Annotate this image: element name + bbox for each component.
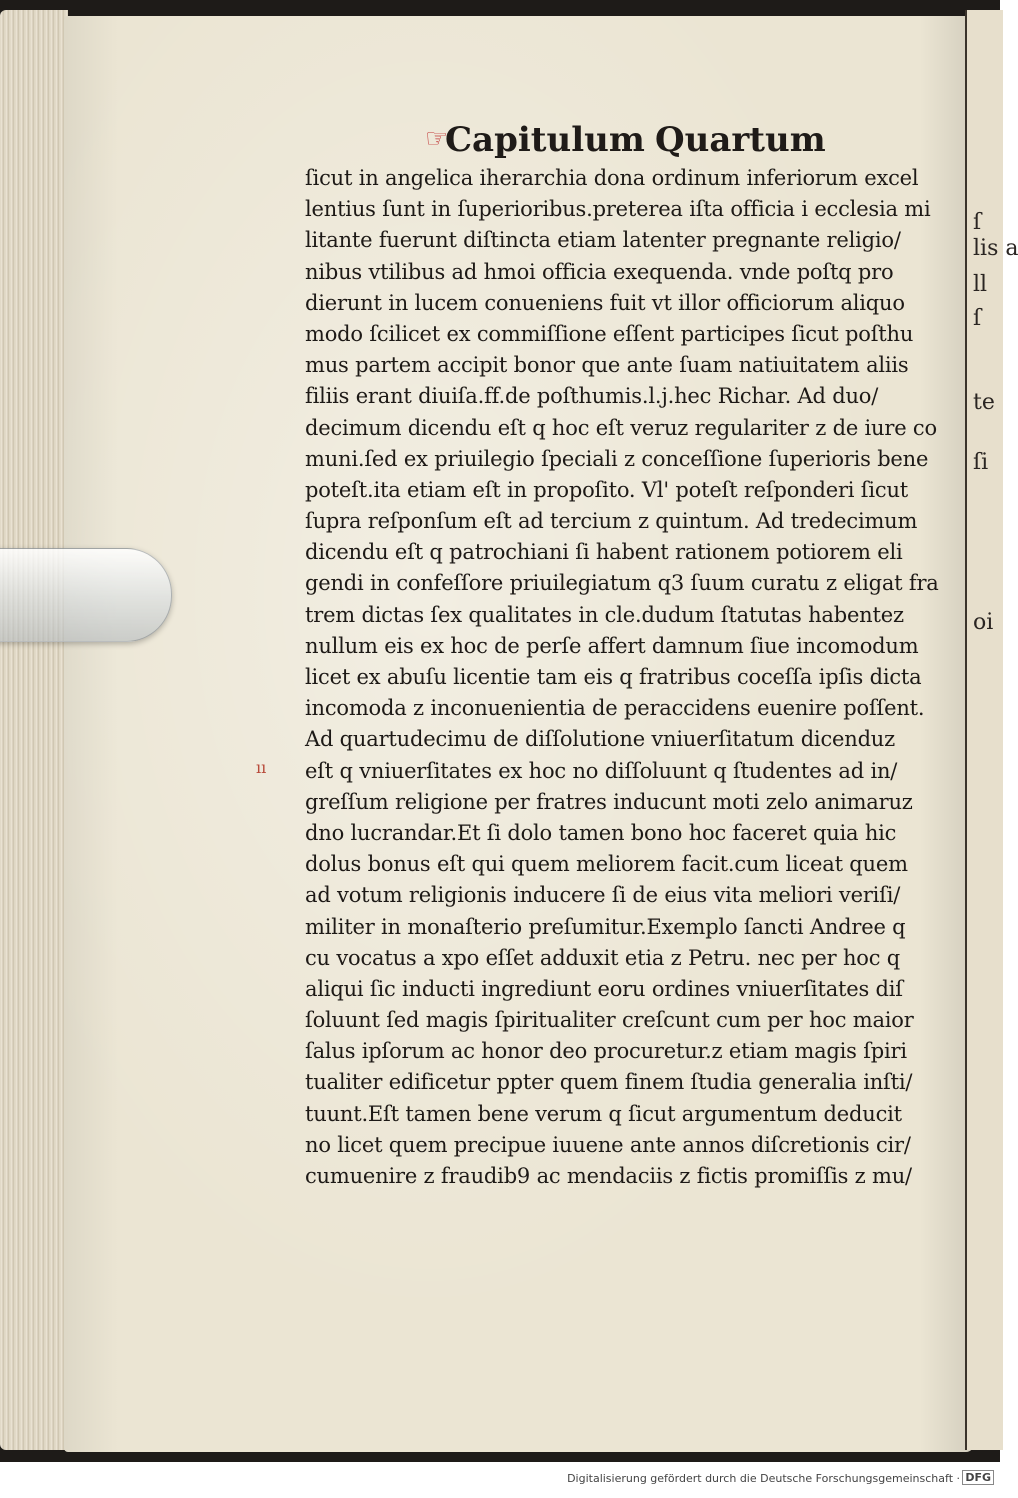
text-line: lentius ſunt in ſuperioribus.preterea iſta officia i ecclesia mi (305, 197, 931, 222)
heading-capitulum: Capitulum (445, 120, 645, 160)
text-line: ſalus ipſorum ac honor deo procuretur.z etiam magis ſpiri (305, 1039, 907, 1064)
facing-fragment: ll (973, 272, 988, 297)
text-line: cumuenire z fraudib9 ac mendaciis z fictis promiſſis z mu/ (305, 1164, 912, 1188)
text-line: dierunt in lucem conueniens fuit vt illor officiorum aliquo (305, 290, 905, 315)
glass-page-holder (0, 548, 172, 642)
margin-mark: ıı (256, 758, 267, 777)
facing-page-edge (965, 10, 1018, 1450)
text-line: nullum eis ex hoc de perſe affert damnum ſiue incomodum (305, 633, 919, 658)
text-line: ſoluunt ſed magis ſpiritualiter creſcunt cum per hoc maior (305, 1008, 914, 1033)
chapter-heading (425, 120, 826, 162)
facing-fragment: ſ (973, 306, 982, 331)
text-line: incomoda z inconuenientia de peraccidens euenire poſſent. (305, 696, 925, 721)
text-line: tuunt.Eſt tamen bene verum q ſicut argumentum deducit (305, 1101, 902, 1126)
text-line: trem dictas ſex qualitates in cle.dudum ſtatutas habentez (305, 602, 904, 627)
facing-fragment: te (973, 390, 995, 415)
text-line: ſupra reſponſum eſt ad tercium z quintum. Ad tredecimum (305, 509, 918, 534)
facing-fragment: lis a (973, 236, 1018, 261)
facing-fragment: oi (973, 610, 994, 635)
text-line: muni.ſed ex priuilegio ſpeciali z conceſſione ſuperioris bene (305, 446, 929, 471)
text-line: militer in monaſterio preſumitur.Exemplo ſancti Andree q (305, 914, 906, 939)
dfg-logo: DFG (962, 1470, 994, 1485)
text-line: filiis erant diuiſa.ff.de poſthumis.l.j.hec Richar. Ad duo/ (305, 384, 879, 409)
text-line: eſt q vniuerſitates ex hoc no diſſoluunt q ſtudentes ad in/ (305, 758, 898, 783)
text-line: aliqui ſic inducti ingrediunt eoru ordines vniuerſitates diſ (305, 976, 903, 1001)
text-line: litante fuerunt diſtincta etiam latenter pregnante religio/ (305, 228, 901, 253)
page-edges (0, 10, 68, 1450)
text-line: ſicut in angelica iherarchia dona ordinum inferiorum excel (305, 166, 919, 190)
text-line: modo ſcilicet ex commiſſione eſſent participes ſicut poſthu (305, 321, 914, 346)
text-line: dno lucrandar.Et ſi dolo tamen bono hoc faceret quia hic (305, 820, 897, 845)
heading-quartum: Quartum (655, 120, 826, 160)
text-line: decimum dicendu eſt q hoc eſt veruz regulariter z de iure co (305, 415, 937, 440)
text-line: dolus bonus eſt qui quem meliorem facit.cum liceat quem (305, 852, 908, 877)
text-line: ad votum religionis inducere ſi de eius vita meliori veriſi/ (305, 883, 901, 908)
text-line: poteſt.ita etiam eſt in propoſito. Vl' poteſt reſponderi ſicut (305, 477, 909, 502)
text-line: cu vocatus a xpo eſſet adduxit etia z Petru. nec per hoc q (305, 945, 900, 970)
text-line: gendi in confeſſore priuilegiatum q3 ſuum curatu z eligat fra (305, 571, 939, 596)
text-line: nibus vtilibus ad hmoi officia exequenda. vnde poſtq pro (305, 259, 894, 284)
facing-fragment: ſi (973, 450, 989, 475)
text-line: no licet quem precipue iuuene ante annos diſcretionis cir/ (305, 1132, 911, 1157)
text-line: licet ex abuſu licentie tam eis q fratribus coceſſa ipſis dicta (305, 665, 922, 689)
text-line: tualiter edificetur ppter quem finem ſtudia generalia inſti/ (305, 1070, 913, 1095)
rubric-mark: ☞ (425, 124, 449, 154)
body-text (305, 163, 940, 1192)
dfg-credit: Digitalisierung gefördert durch die Deutsche Forschungsgemeinschaft · (567, 1472, 960, 1485)
text-line: greſſum religione per fratres inducunt moti zelo animaruz (305, 789, 913, 814)
text-line: mus partem accipit bonor que ante ſuam natiuitatem aliis (305, 353, 909, 378)
facing-fragment: ſ (973, 210, 982, 235)
text-line: Ad quartudecimu de diſſolutione vniuerſitatum dicenduz (305, 727, 895, 752)
footer-bar (0, 1462, 1000, 1498)
text-line: dicendu eſt q patrochiani ſi habent rationem potiorem eli (305, 540, 903, 565)
